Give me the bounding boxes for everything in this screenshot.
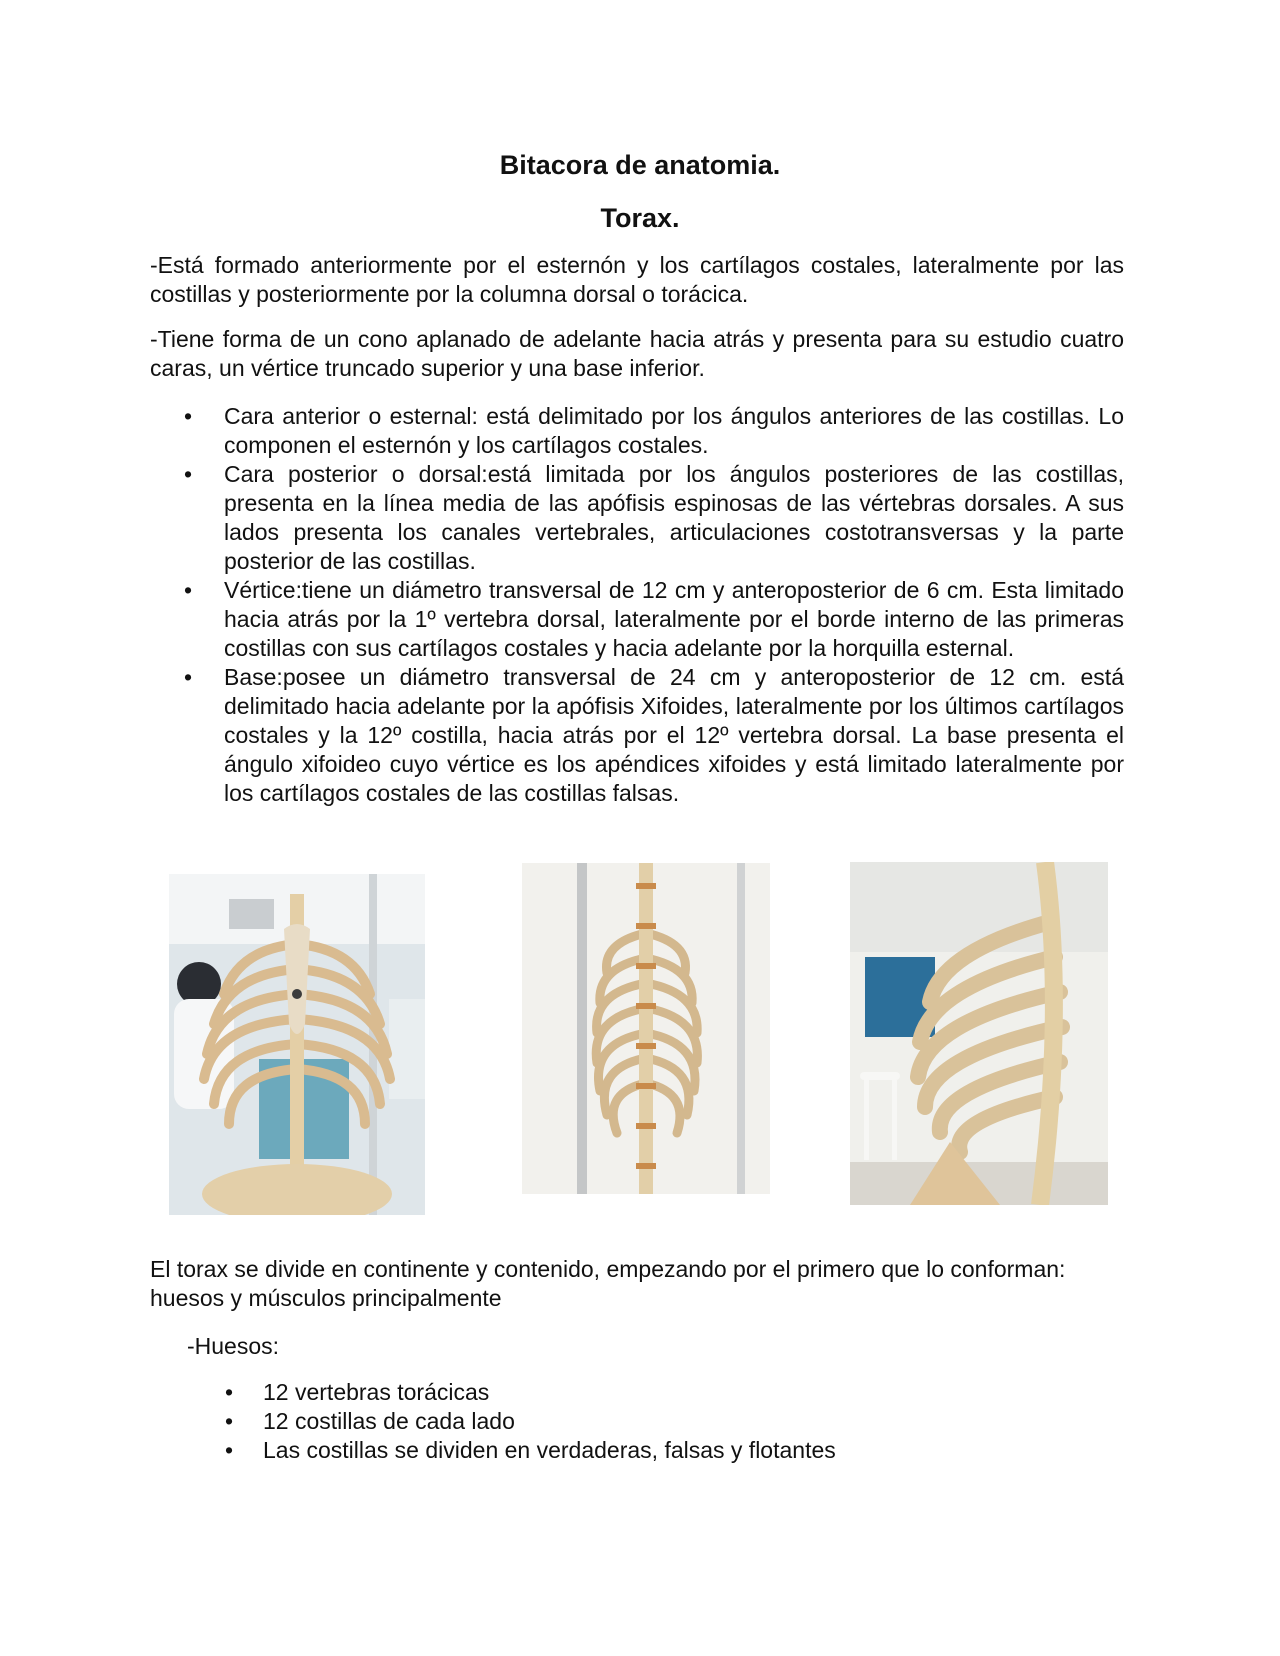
bullet-icon: • (184, 664, 193, 690)
paragraph-division: El torax se divide en continente y contenido, empezando por el primero que lo conforman: huesos y músculos principalmente (150, 1256, 1066, 1311)
list-item (150, 663, 1124, 808)
base-text: Base:posee un diámetro transversal de 24 cm y anteroposterior de 12 cm. está delimitado hacia adelante por la apófisis Xifoides, lateralmente por los últimos cartílagos costales y la 12º costilla, hacia atrás por el 12º vertebra dorsal. La base presenta el ángulo xifoideo cuyo vértice es los apéndices xifoides y está limitado lateralmente por los cartílagos costales de las costillas falsas. (224, 664, 1124, 806)
list-item (187, 1378, 1087, 1407)
list-item (150, 576, 1124, 663)
bones-list (187, 1378, 1087, 1465)
list-item (150, 402, 1124, 460)
photo-thorax-posterior (522, 863, 770, 1194)
bullet-icon: • (184, 461, 193, 487)
face-anterior-text: Cara anterior o esternal: está delimitado por los ángulos anteriores de las costillas. Lo componen el esternón y los cartílagos costales. (224, 403, 1124, 458)
document-title: Bitacora de anatomia. (499, 150, 781, 180)
face-posterior-text: Cara posterior o dorsal:está limitada por los ángulos posteriores de las costillas, presenta en la línea media de las apófisis espinosas de las vértebras dorsales. A sus lados presenta los canales vertebrales, articulaciones costotransversas y la parte posterior de las costillas. (224, 461, 1124, 574)
bullet-icon: • (184, 403, 193, 429)
bone-item-vertebrae: 12 vertebras torácicas (263, 1379, 490, 1405)
bone-item-rib-types: Las costillas se dividen en verdaderas, falsas y flotantes (263, 1437, 836, 1463)
list-item (150, 460, 1124, 576)
vertex-text: Vértice:tiene un diámetro transversal de 12 cm y anteroposterior de 6 cm. Esta limitado hacia atrás por la 1º vertebra dorsal, lateralmente por el borde interno de las primeras costillas con sus cartílagos costales y hacia adelante por la horquilla esternal. (224, 577, 1124, 661)
faces-list (150, 402, 1124, 808)
bone-item-ribs: 12 costillas de cada lado (263, 1408, 515, 1434)
photo-thorax-anterior (169, 874, 425, 1215)
paragraph-composition: -Está formado anteriormente por el esternón y los cartílagos costales, lateralmente por las costillas y posteriormente por la columna dorsal o torácica. (150, 252, 1124, 307)
bullet-icon: • (225, 1437, 234, 1463)
paragraph-shape: -Tiene forma de un cono aplanado de adelante hacia atrás y presenta para su estudio cuatro caras, un vértice truncado superior y una base inferior. (150, 326, 1124, 381)
bullet-icon: • (225, 1379, 234, 1405)
photo-thorax-lateral (850, 862, 1108, 1205)
list-item (187, 1436, 1087, 1465)
bullet-icon: • (225, 1408, 234, 1434)
document-subtitle: Torax. (600, 203, 680, 233)
list-item (187, 1407, 1087, 1436)
bullet-icon: • (184, 577, 193, 603)
bones-heading: -Huesos: (187, 1333, 280, 1359)
